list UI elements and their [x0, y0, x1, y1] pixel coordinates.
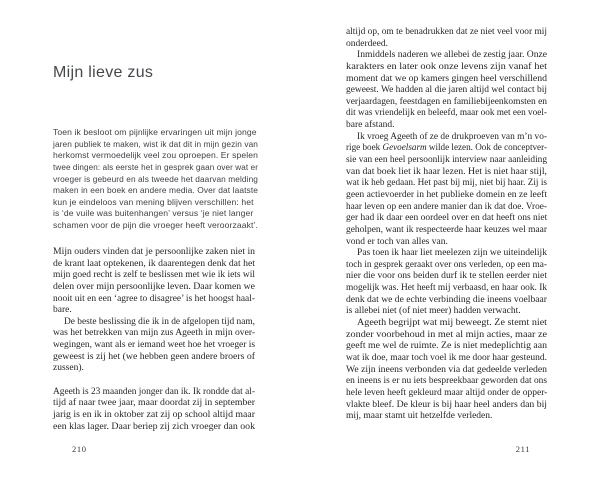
text-line: De beste beslissing die ik in de afgelopen tijd nam, — [64, 316, 256, 327]
text-line: is allebei niet (of niet meer) hadden verwacht. — [346, 306, 521, 317]
text-line: geen actievoerder in het publieke domein en ze leeft — [346, 189, 547, 200]
page-right — [300, 0, 600, 480]
text-line: moment dat we op kamers gingen heel verschillend — [346, 73, 547, 84]
text-line: nooit uit en een ‘agree to disagree’ is het hoogst haal- — [53, 293, 255, 304]
body-text-right — [346, 27, 547, 423]
text-line: twee dingen: als eerste het in gesprek gaan over wat er — [53, 161, 259, 172]
text-line: wegingen, want als er iemand weet hoe het vroeger is — [53, 340, 256, 351]
text-line: sie van een heel persoonlijk interview naar aanleiding — [346, 155, 548, 166]
text-line: herkomst vermoedelijk veel zou oproepen. Er spelen — [53, 150, 258, 161]
text-line: schamen voor de pijn die vroeger heeft veroorzaakt’. — [53, 220, 259, 231]
text-line: mogelijk was. Het heeft mij verbaasd, en haar ook. Ik — [346, 283, 548, 294]
text-line: geweest is zij het (we hebben geen andere broers of — [53, 351, 256, 362]
text-line: kun je eindeloos van mening blijven verschillen: het — [53, 196, 254, 207]
text-block — [53, 247, 255, 375]
text-line: jarig is en ik in oktober zat zij op school altijd maar — [53, 409, 255, 420]
text-line: wat ik heb gedaan. Het past bij mij, niet bij haar. Zij is — [346, 178, 547, 189]
text-line: Mijn ouders vinden dat je persoonlijke zaken niet in — [53, 247, 255, 257]
text-line: delen over mijn persoonlijke leven. Daar komen we — [53, 281, 255, 292]
text-line: maken in een boek en andere media. Over dat laatste — [53, 185, 259, 196]
text-line: rige boek Gevoelsarm wilde lezen. Ook de conceptver- — [346, 143, 547, 154]
page-number-left: 210 — [72, 444, 87, 454]
text-line: geholpen, want ik respecteerde haar keuzes wel maar — [346, 224, 547, 235]
text-line: vroeger is gebeurd en als tweede het daarvan melding — [53, 173, 259, 184]
text-line: altijd op, om te benadrukken dat ze niet veel voor mij — [346, 27, 548, 37]
text-line: vlakte bleef. De kleur is bij haar heel anders dan bij — [346, 399, 547, 410]
text-line: de krant laat optekenen, ik daarentegen denk dat het — [53, 258, 256, 269]
text-block — [346, 27, 547, 423]
text-line: We zijn ineens verbonden via dat gedeelde verleden — [346, 364, 547, 375]
text-line: Ageeth is 23 maanden jonger dan ik. Ik rondde dat al- — [53, 386, 255, 397]
page-number-right: 211 — [515, 444, 530, 454]
text-line: geweest. We hadden al die jaren altijd wel contact bij — [346, 85, 547, 96]
text-line: Ageeth begrijpt wat mij beweegt. Ze stemt niet — [357, 318, 548, 329]
text-line: bare. — [53, 305, 72, 316]
text-line: Inmiddels naderen we allebei de zestig jaar. Onze — [357, 50, 548, 61]
text-line: bare afstand. — [346, 120, 395, 131]
text-line: en ineens is er nu iets bespreekbaar geworden dat ons — [346, 376, 547, 387]
text-line: onderdeed. — [346, 38, 388, 49]
text-line: wat ik doe, maar toch voel ik me door haar gesteund. — [346, 352, 548, 363]
chapter-intro-paragraph — [53, 127, 258, 232]
text-block — [53, 387, 255, 434]
text-line: jaren publiek te maken, wist ik dat dit in mijn gezin van — [53, 138, 259, 149]
text-line: nier die voor ons beiden durf ik te stellen eerder niet — [346, 271, 547, 282]
text-line: is ‘de vuile was buitenhangen’ versus ‘je niet langer — [53, 208, 254, 219]
text-line: Pas toen ik haar liet meelezen zijn we uiteindelijk — [357, 248, 548, 259]
text-line: toch in gesprek geraakt over ons verleden, op een ma- — [346, 259, 548, 270]
text-line: mijn goed recht is zelf te beslissen met wie ik iets wil — [53, 270, 255, 281]
text-line: zussen). — [53, 363, 84, 374]
chapter-title: Mijn lieve zus — [53, 64, 154, 81]
text-line: mij, maar stamt uit hetzelfde verleden. — [346, 411, 493, 422]
body-text-left — [53, 247, 255, 433]
text-line: tijd af naar twee jaar, maar doordat zij in september — [53, 398, 256, 409]
text-line: vond er toch van alles van. — [346, 236, 448, 247]
text-line: haar leven op een andere manier dan ik dat doe. Vroe- — [346, 201, 547, 212]
text-line: dit was vriendelijk en beleefd, maar ook met een voel- — [346, 108, 548, 119]
text-block — [53, 127, 258, 232]
text-line: denk dat we de echte verbinding die ineens voelbaar — [346, 294, 547, 305]
text-line: karakters en later ook onze levens zijn vanaf het — [346, 61, 548, 72]
text-line: Ik vroeg Ageeth of ze de drukproeven van m’n vo- — [357, 131, 548, 142]
text-line: was het betrekken van mijn zus Ageeth in mijn over- — [53, 328, 256, 339]
text-line: een klas lager. Daar beriep zij zich vroeger dan ook — [53, 421, 255, 432]
text-line: geeft me wel de ruimte. Ze is niet medeplichtig aan — [346, 341, 547, 352]
text-line: verjaardagen, feestdagen en familiebijeenkomsten en — [346, 96, 548, 107]
text-line: hele leven heeft gekleurd maar altijd onder de opper- — [346, 387, 548, 398]
text-line: van dat boek liet ik haar lezen. Het is niet haar stijl, — [346, 166, 547, 177]
text-line: zonder voorbehoud in met al mijn acties, maar ze — [346, 329, 547, 340]
text-line: Toen ik besloot om pijnlijke ervaringen uit mijn jonge — [53, 127, 257, 137]
text-line: ger had ik daar een oordeel over en dat heeft ons niet — [346, 213, 548, 224]
